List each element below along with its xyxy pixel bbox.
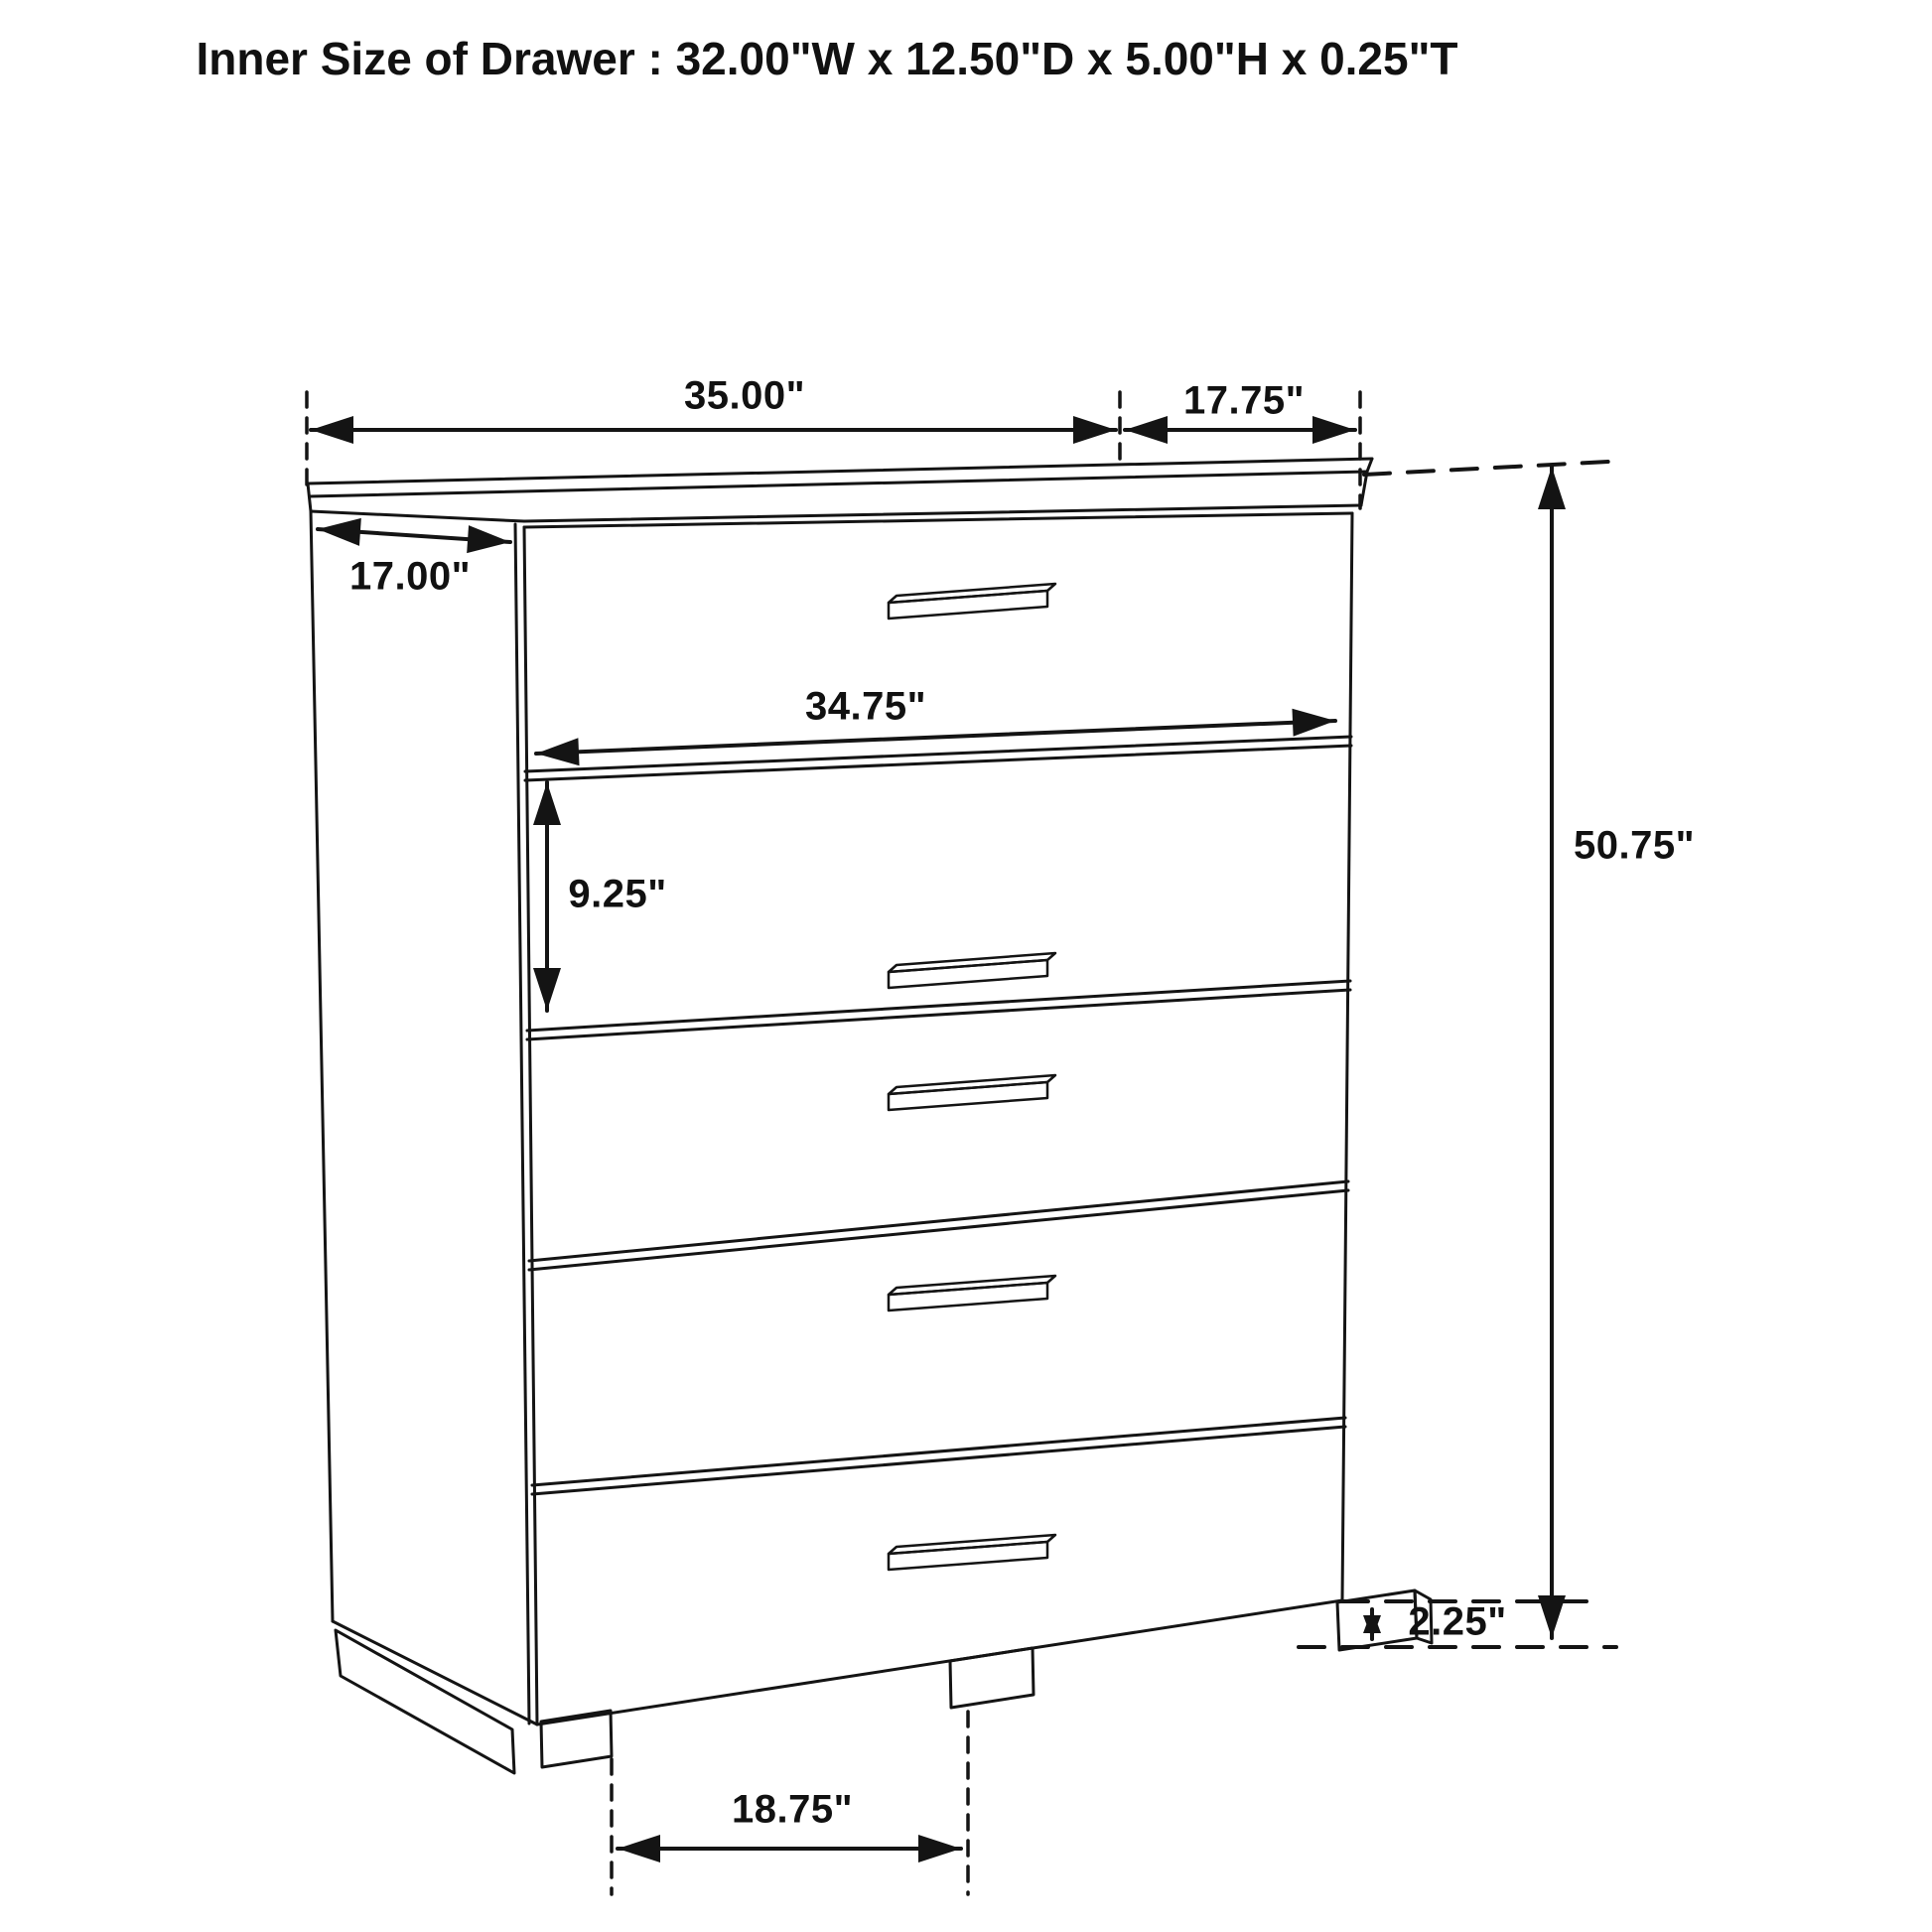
- drawer-handle-2: [889, 953, 1055, 988]
- drawer-handle-3: [889, 1075, 1055, 1110]
- chest-side-panel: [311, 511, 537, 1725]
- dim-label-drawer-height: 9.25": [568, 872, 667, 916]
- chest-top-slab: [308, 459, 1372, 521]
- dim-label-foot-height: 2.25": [1408, 1599, 1507, 1644]
- dim-label-overall-height: 50.75": [1573, 823, 1696, 868]
- drawer-divider-2: [527, 981, 1350, 1039]
- dim-drawer-width: [536, 721, 1335, 754]
- dim-label-top-width: 35.00": [683, 373, 806, 418]
- side-plinth: [336, 1630, 514, 1773]
- dim-label-top-depth: 17.75": [1182, 378, 1306, 423]
- dim-label-side-depth: 17.00": [348, 554, 472, 599]
- dim-overall-height: [1364, 462, 1608, 1638]
- drawer-handle-1: [889, 584, 1055, 619]
- drawer-divider-3: [529, 1181, 1348, 1270]
- dim-label-drawer-width: 34.75": [804, 684, 927, 729]
- front-foot-right: [950, 1648, 1034, 1708]
- dim-side-depth: [318, 529, 510, 542]
- chest-feet: [336, 1590, 1432, 1773]
- dim-label-feet-spacing: 18.75": [731, 1787, 854, 1832]
- drawer-divider-1: [525, 737, 1351, 780]
- drawer-handle-4: [889, 1276, 1055, 1311]
- drawer-handle-5: [889, 1535, 1055, 1570]
- page-title: Inner Size of Drawer : 32.00"W x 12.50"D x 5.00"H x 0.25"T: [196, 33, 1458, 84]
- drawer-divider-4: [532, 1418, 1345, 1494]
